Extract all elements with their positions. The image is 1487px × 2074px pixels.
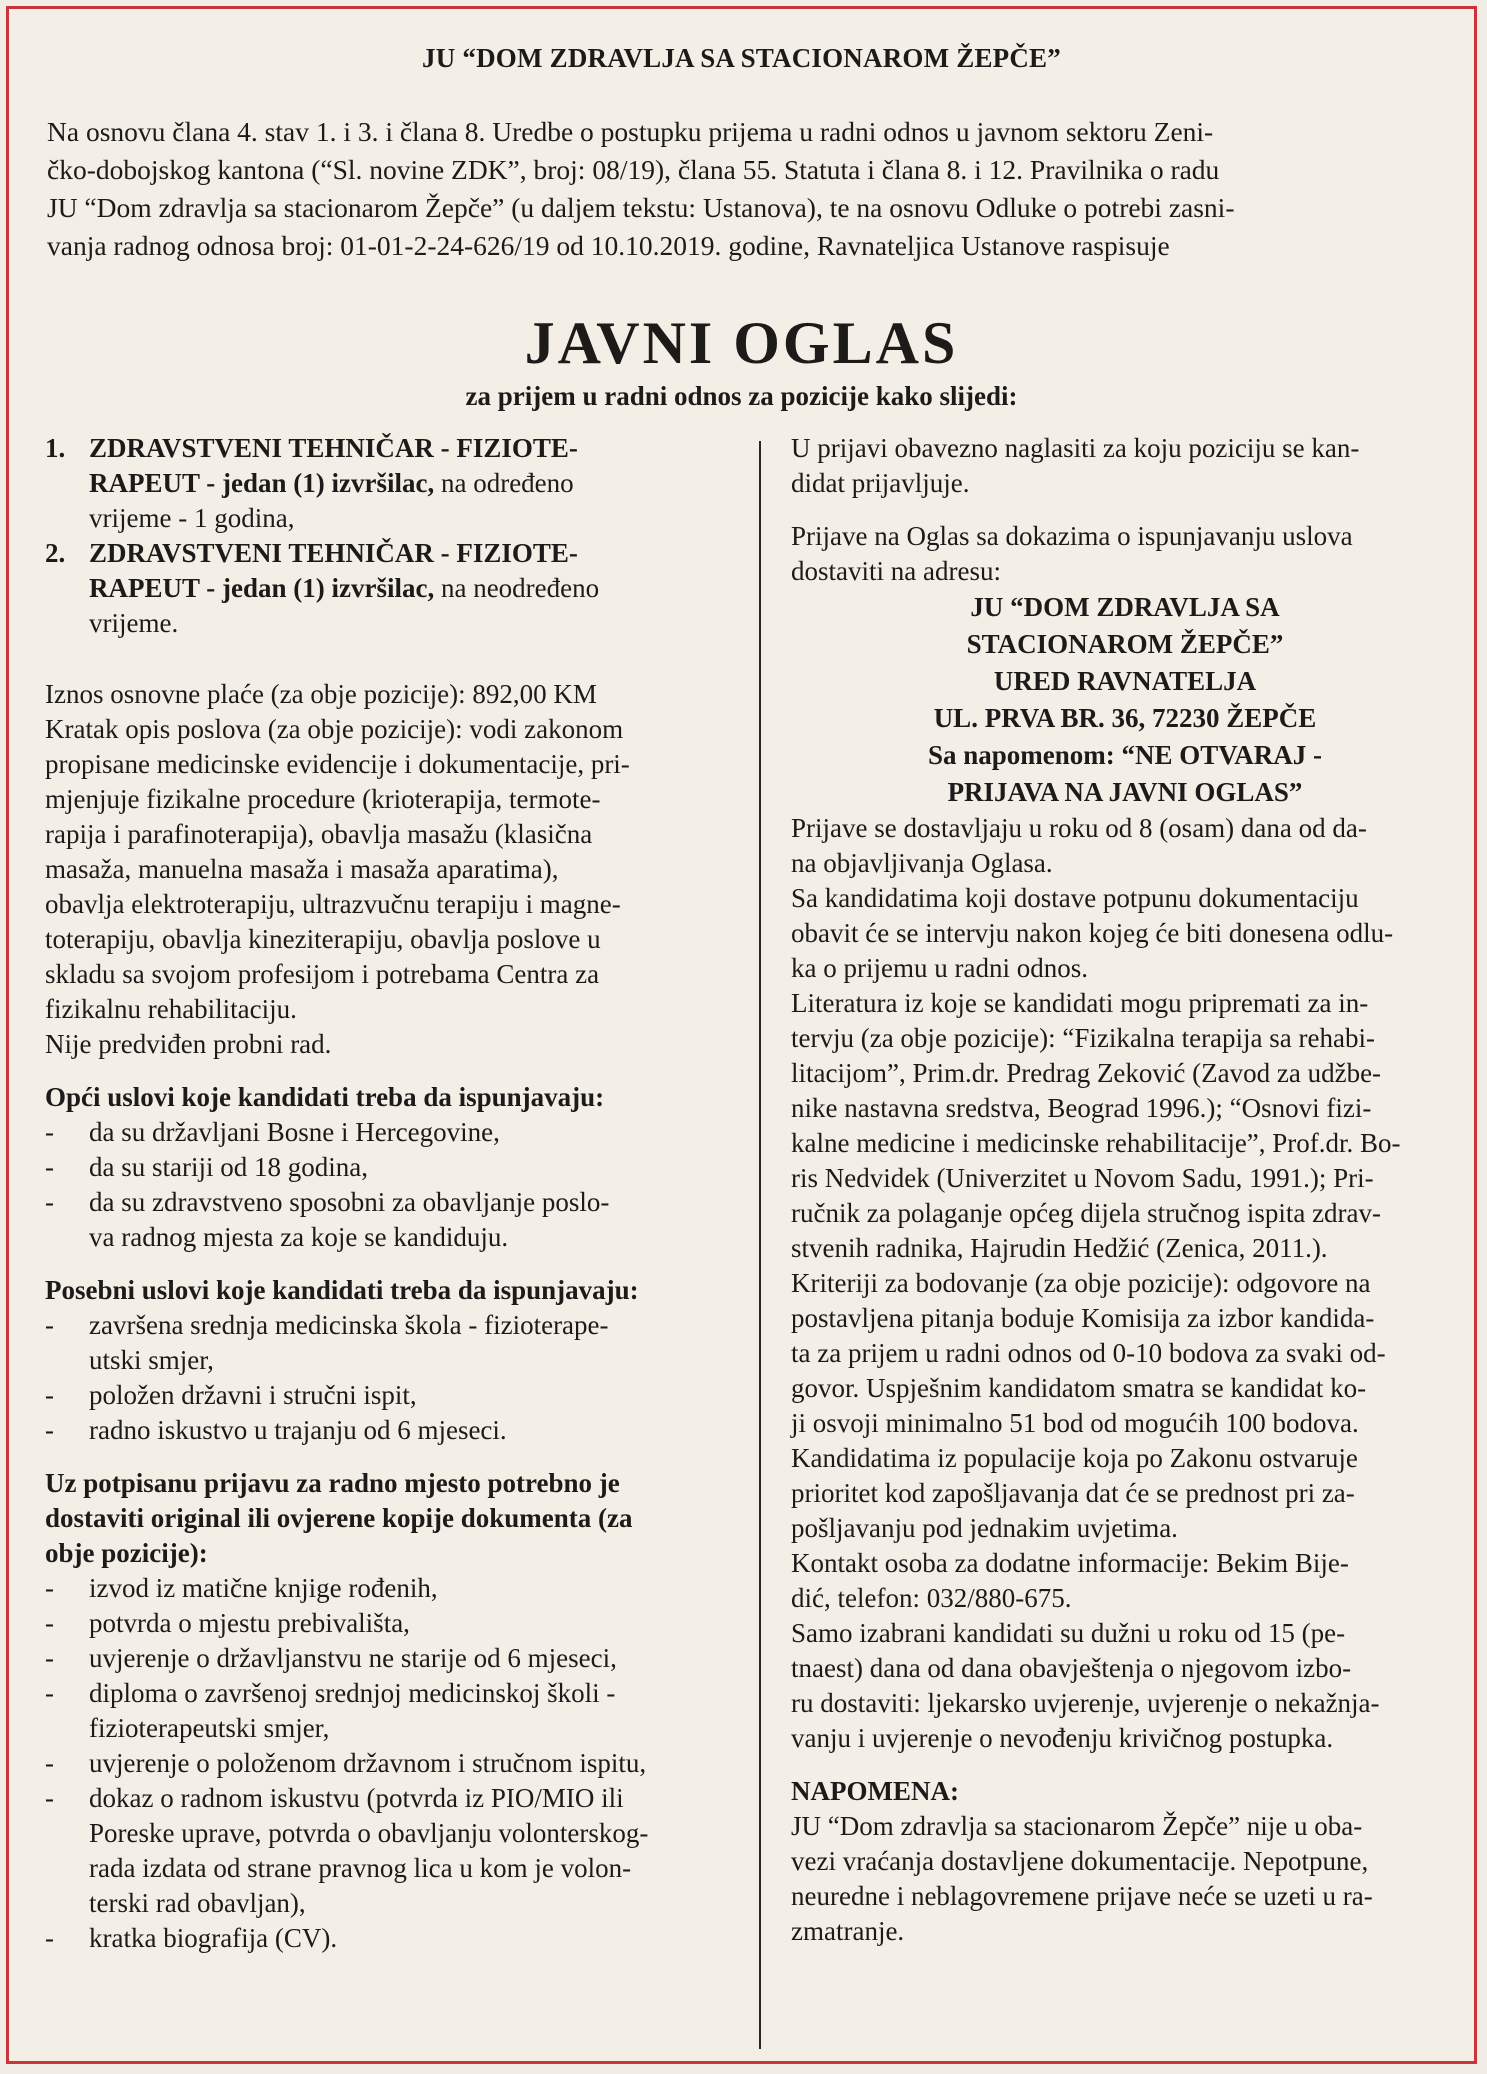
description-line: rapija i parafinoterapija), obavlja masažu (klasična	[45, 819, 593, 849]
description-line: obavlja elektroterapiju, ultrazvučnu terapiju i magne-	[45, 889, 621, 919]
dash-marker: -	[45, 1678, 54, 1708]
list-item-line: da su stariji od 18 godina,	[89, 1152, 368, 1182]
description-line: Kratak opis poslova (za obje pozicije): vodi zakonom	[45, 714, 624, 744]
dash-marker: -	[45, 1117, 54, 1147]
list-item	[45, 1921, 735, 1956]
procedure-line: Literatura iz koje se kandidati mogu pripremati za in-	[791, 988, 1369, 1018]
list-item	[45, 1781, 735, 1921]
job-description	[45, 677, 735, 1062]
procedure-line: litacijom”, Prim.dr. Predrag Zeković (Zavod za udžbe-	[791, 1058, 1382, 1088]
list-item-line: završena srednja medicinska škola - fizioterape-	[89, 1310, 609, 1340]
position-number: 2.	[45, 538, 66, 568]
documents-heading-line: dostaviti original ili ovjerene kopije dokumenta (za	[45, 1503, 633, 1533]
dash-marker: -	[45, 1415, 54, 1445]
address-line: UL. PRVA BR. 36, 72230 ŽEPČE	[933, 703, 1317, 733]
submission-instructions	[791, 519, 1459, 589]
list-item	[45, 1606, 735, 1641]
description-line: mjenjuje fizikalne procedure (krioterapija, termote-	[45, 784, 601, 814]
position-line-bold: ZDRAVSTVENI TEHNIČAR - FIZIOTE-	[89, 433, 578, 463]
dash-marker: -	[45, 1643, 54, 1673]
dash-marker: -	[45, 1310, 54, 1340]
procedure-line: prioritet kod zapošljavanja dat će se prednost pri za-	[791, 1478, 1355, 1508]
address-line: Sa napomenom: “NE OTVARAJ -	[927, 740, 1323, 770]
remark-line: JU “Dom zdravlja sa stacionarom Žepče” nije u oba-	[791, 1811, 1363, 1841]
remark-text	[791, 1809, 1459, 1949]
description-line: skladu sa svojom profesijom i potrebama Centra za	[45, 959, 600, 989]
procedure-line: ta za prijem u radni odnos od 0-10 bodova za svaki od-	[791, 1338, 1386, 1368]
column-divider	[759, 441, 761, 2049]
address-line: STACIONAROM ŽEPČE”	[966, 629, 1284, 659]
position-line-text: vrijeme.	[89, 608, 179, 638]
dash-marker: -	[45, 1573, 54, 1603]
procedure-line: kalne medicine i medicinske rehabilitacije”, Prof.dr. Bo-	[791, 1128, 1401, 1158]
position-item	[45, 431, 735, 536]
procedure-line: postavljena pitanja boduje Komisija za izbor kandida-	[791, 1303, 1375, 1333]
position-line	[89, 431, 735, 466]
description-line: Nije predviđen probni rad.	[45, 1029, 332, 1059]
list-item-line: va radnog mjesta za koje se kandiduju.	[89, 1222, 509, 1252]
list-item	[45, 1413, 735, 1448]
description-line: masaža, manuelna masaža i masaža aparatima),	[45, 854, 559, 884]
position-number: 1.	[45, 433, 66, 463]
position-line	[89, 571, 735, 606]
list-item-line: kratka biografija (CV).	[89, 1923, 338, 1953]
description-line: propisane medicinske evidencije i dokumentacije, pri-	[45, 749, 630, 779]
list-item-line: radno iskustvo u trajanju od 6 mjeseci.	[89, 1415, 507, 1445]
procedure-line: Kontakt osoba za dodatne informacije: Bekim Bije-	[791, 1548, 1349, 1578]
dash-marker: -	[45, 1608, 54, 1638]
list-item-line: položen državni i stručni ispit,	[89, 1380, 417, 1410]
procedure-line: tervju (za obje pozicije): “Fizikalna terapija sa rehabi-	[791, 1023, 1375, 1053]
submit-line: dostaviti na adresu:	[791, 556, 1001, 586]
procedure-line: ručnik za polaganje općeg dijela stručnog ispita zdrav-	[791, 1198, 1382, 1228]
description-line: toterapiju, obavlja kineziterapiju, obavlja poslove u	[45, 924, 601, 954]
ad-subtitle: za prijem u radni odnos za pozicije kako slijedi:	[465, 381, 1018, 411]
list-item	[45, 1378, 735, 1413]
list-item	[45, 1746, 735, 1781]
intro-line: Na osnovu člana 4. stav 1. i 3. i člana 8. Uredbe o postupku prijema u radni odnos u javnom sektoru Zeni-	[47, 116, 1214, 147]
list-item-line: potvrda o mjestu prebivališta,	[89, 1608, 410, 1638]
position-line-text: vrijeme - 1 godina,	[89, 503, 295, 533]
position-line	[89, 606, 735, 641]
position-line	[89, 466, 735, 501]
remark-line: neuredne i neblagovremene prijave neće se uzeti u ra-	[791, 1881, 1373, 1911]
procedure-line: tnaest) dana od dana obavještenja o njegovom izbo-	[791, 1653, 1352, 1683]
position-line-bold: ZDRAVSTVENI TEHNIČAR - FIZIOTE-	[89, 538, 578, 568]
dash-marker: -	[45, 1748, 54, 1778]
list-item	[45, 1571, 735, 1606]
remark-line: zmatranje.	[791, 1916, 905, 1946]
description-line: Iznos osnovne plaće (za obje pozicije): 892,00 KM	[45, 679, 597, 709]
advertisement-frame	[6, 6, 1477, 2064]
special-conditions-heading: Posebni uslovi koje kandidati treba da ispunjavaju:	[45, 1275, 639, 1305]
position-line	[89, 501, 735, 536]
procedure-line: ris Nedvidek (Univerzitet u Novom Sadu, 1991.); Pri-	[791, 1163, 1374, 1193]
list-item-line: izvod iz matične knjige rođenih,	[89, 1573, 438, 1603]
position-line	[89, 536, 735, 571]
address-line: PRIJAVA NA JAVNI OGLAS”	[947, 777, 1303, 807]
documents-heading-line: obje pozicije):	[45, 1538, 208, 1568]
position-line-bold: RAPEUT - jedan (1) izvršilac,	[89, 468, 435, 498]
procedure-line: Kandidatima iz populacije koja po Zakonu ostvaruje	[791, 1443, 1358, 1473]
position-line-text: na određeno	[434, 468, 574, 498]
procedure-line: obavit će se intervju nakon kojeg će biti donesena odlu-	[791, 918, 1394, 948]
position-item	[45, 536, 735, 641]
intro-paragraph	[47, 113, 1442, 265]
procedure-line: ka o prijemu u radni odnos.	[791, 953, 1088, 983]
procedure-line: govor. Uspješnim kandidatom smatra se kandidat ko-	[791, 1373, 1367, 1403]
position-line-bold: RAPEUT - jedan (1) izvršilac,	[89, 573, 435, 603]
list-item	[45, 1308, 735, 1378]
remark-line: vezi vraćanja dostavljene dokumentacije. Nepotpune,	[791, 1846, 1369, 1876]
procedure-line: Samo izabrani kandidati su dužni u roku od 15 (pe-	[791, 1618, 1346, 1648]
submission-address	[791, 589, 1459, 811]
procedure-line: nike nastavna sredstva, Beograd 1996.); “Osnovi fizi-	[791, 1093, 1372, 1123]
special-conditions-list	[45, 1308, 735, 1448]
list-item-line: dokaz o radnom iskustvu (potvrda iz PIO/MIO ili	[89, 1783, 624, 1813]
procedure-line: Kriteriji za bodovanje (za obje pozicije): odgovore na	[791, 1268, 1371, 1298]
dash-marker: -	[45, 1380, 54, 1410]
note-line: U prijavi obavezno naglasiti za koju poziciju se kan-	[791, 433, 1360, 463]
procedure-line: na objavljivanja Oglasa.	[791, 848, 1053, 878]
intro-line: vanja radnog odnosa broj: 01-01-2-24-626/19 od 10.10.2019. godine, Ravnateljica Ustanove raspisuje	[47, 230, 1170, 261]
position-note	[791, 431, 1459, 501]
institution-header: JU “DOM ZDRAVLJA SA STACIONAROM ŽEPČE”	[422, 43, 1061, 73]
list-item-line: fizioterapeutski smjer,	[89, 1713, 330, 1743]
procedure-text	[791, 811, 1459, 1756]
left-column	[45, 431, 735, 1956]
submit-line: Prijave na Oglas sa dokazima o ispunjavanju uslova	[791, 521, 1353, 551]
procedure-line: vanju i uvjerenje o nevođenju krivičnog postupka.	[791, 1723, 1334, 1753]
list-item	[45, 1676, 735, 1746]
documents-list	[45, 1571, 735, 1956]
intro-line: čko-dobojskog kantona (“Sl. novine ZDK”, broj: 08/19), člana 55. Statuta i člana 8. i 12. Pravilnika o radu	[47, 154, 1220, 185]
general-conditions-list	[45, 1115, 735, 1255]
dash-marker: -	[45, 1923, 54, 1953]
list-item-line: Poreske uprave, potvrda o obavljanju volonterskog-	[89, 1818, 649, 1848]
procedure-line: Prijave se dostavljaju u roku od 8 (osam) dana od da-	[791, 813, 1367, 843]
list-item-line: utski smjer,	[89, 1345, 214, 1375]
procedure-line: ji osvoji minimalno 51 bod od mogućih 100 bodova.	[791, 1408, 1359, 1438]
list-item-line: uvjerenje o položenom državnom i stručnom ispitu,	[89, 1748, 647, 1778]
ad-title: JAVNI OGLAS	[524, 310, 959, 376]
dash-marker: -	[45, 1783, 54, 1813]
list-item-line: diploma o završenoj srednjoj medicinskoj školi -	[89, 1678, 616, 1708]
list-item-line: terski rad obavljan),	[89, 1888, 306, 1918]
positions-list	[45, 431, 735, 641]
list-item-line: da su zdravstveno sposobni za obavljanje poslo-	[89, 1187, 610, 1217]
documents-heading	[45, 1466, 735, 1571]
address-line: URED RAVNATELJA	[993, 666, 1257, 696]
list-item	[45, 1150, 735, 1185]
list-item	[45, 1185, 735, 1255]
intro-line: JU “Dom zdravlja sa stacionarom Žepče” (u daljem tekstu: Ustanova), te na osnovu Odluke o potrebi zasni-	[47, 192, 1235, 223]
procedure-line: dić, telefon: 032/880-675.	[791, 1583, 1072, 1613]
list-item-line: rada izdata od strane pravnog lica u kom je volon-	[89, 1853, 632, 1883]
list-item-line: uvjerenje o državljanstvu ne starije od 6 mjeseci,	[89, 1643, 617, 1673]
list-item	[45, 1115, 735, 1150]
remark-heading: NAPOMENA:	[791, 1776, 959, 1806]
procedure-line: Sa kandidatima koji dostave potpunu dokumentaciju	[791, 883, 1359, 913]
right-column	[791, 431, 1459, 1949]
address-line: JU “DOM ZDRAVLJA SA	[970, 592, 1280, 622]
dash-marker: -	[45, 1152, 54, 1182]
note-line: didat prijavljuje.	[791, 468, 970, 498]
general-conditions-heading: Opći uslovi koje kandidati treba da ispunjavaju:	[45, 1082, 605, 1112]
position-line-text: na neodređeno	[434, 573, 600, 603]
documents-heading-line: Uz potpisanu prijavu za radno mjesto potrebno je	[45, 1468, 620, 1498]
procedure-line: pošljavanju pod jednakim uvjetima.	[791, 1513, 1178, 1543]
list-item	[45, 1641, 735, 1676]
dash-marker: -	[45, 1187, 54, 1217]
list-item-line: da su državljani Bosne i Hercegovine,	[89, 1117, 500, 1147]
procedure-line: ru dostaviti: ljekarsko uvjerenje, uvjerenje o nekažnja-	[791, 1688, 1380, 1718]
procedure-line: stvenih radnika, Hajrudin Hedžić (Zenica, 2011.).	[791, 1233, 1328, 1263]
description-line: fizikalnu rehabilitaciju.	[45, 994, 297, 1024]
